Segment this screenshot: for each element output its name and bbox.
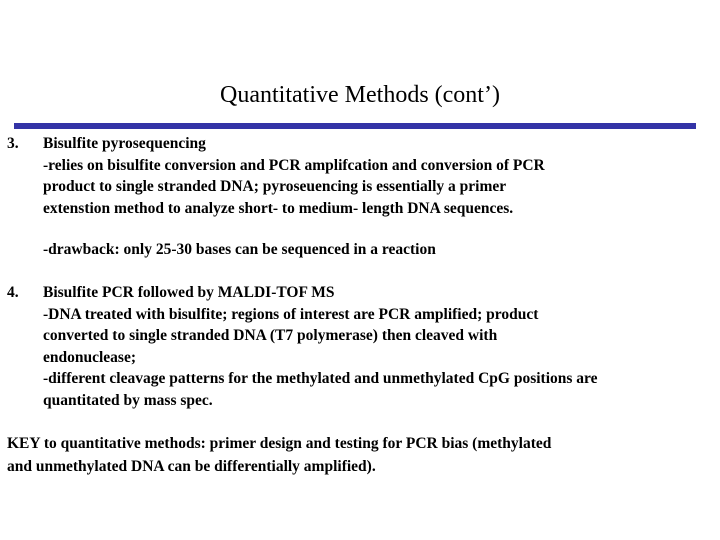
- item-3-body: [43, 133, 713, 219]
- item-4-line-5: quantitated by mass spec.: [43, 391, 213, 409]
- item-3-line-3: extenstion method to analyze short- to medium- length DNA sequences.: [43, 199, 514, 217]
- title-underline-rule: [14, 123, 696, 129]
- slide-title: Quantitative Methods (cont’): [220, 82, 500, 108]
- item-4-number: 4.: [7, 284, 19, 301]
- item-4-body: [43, 282, 713, 411]
- item-4-line-4: -different cleavage patterns for the methylated and unmethylated CpG positions are: [43, 370, 598, 387]
- item-4-line-1: -DNA treated with bisulfite; regions of interest are PCR amplified; product: [43, 305, 539, 323]
- item-3-heading: Bisulfite pyrosequencing: [43, 135, 206, 152]
- key-note-line-2: and unmethylated DNA can be differentially amplified).: [7, 458, 376, 475]
- item-3-line-2: product to single stranded DNA; pyroseuencing is essentially a primer: [43, 178, 507, 195]
- item-3-line-1: -relies on bisulfite conversion and PCR amplifcation and conversion of PCR: [43, 156, 545, 174]
- item-4-line-2: converted to single stranded DNA (T7 polymerase) then cleaved with: [43, 327, 498, 344]
- key-note: [7, 432, 713, 478]
- item-4-heading: Bisulfite PCR followed by MALDI-TOF MS: [43, 284, 335, 301]
- item-3-number: 3.: [7, 135, 19, 152]
- item-4-line-3: endonuclease;: [43, 348, 136, 366]
- item-3-drawback: -drawback: only 25-30 bases can be sequenced in a reaction: [43, 241, 436, 258]
- key-note-line-1: KEY to quantitative methods: primer design and testing for PCR bias (methylated: [7, 435, 552, 452]
